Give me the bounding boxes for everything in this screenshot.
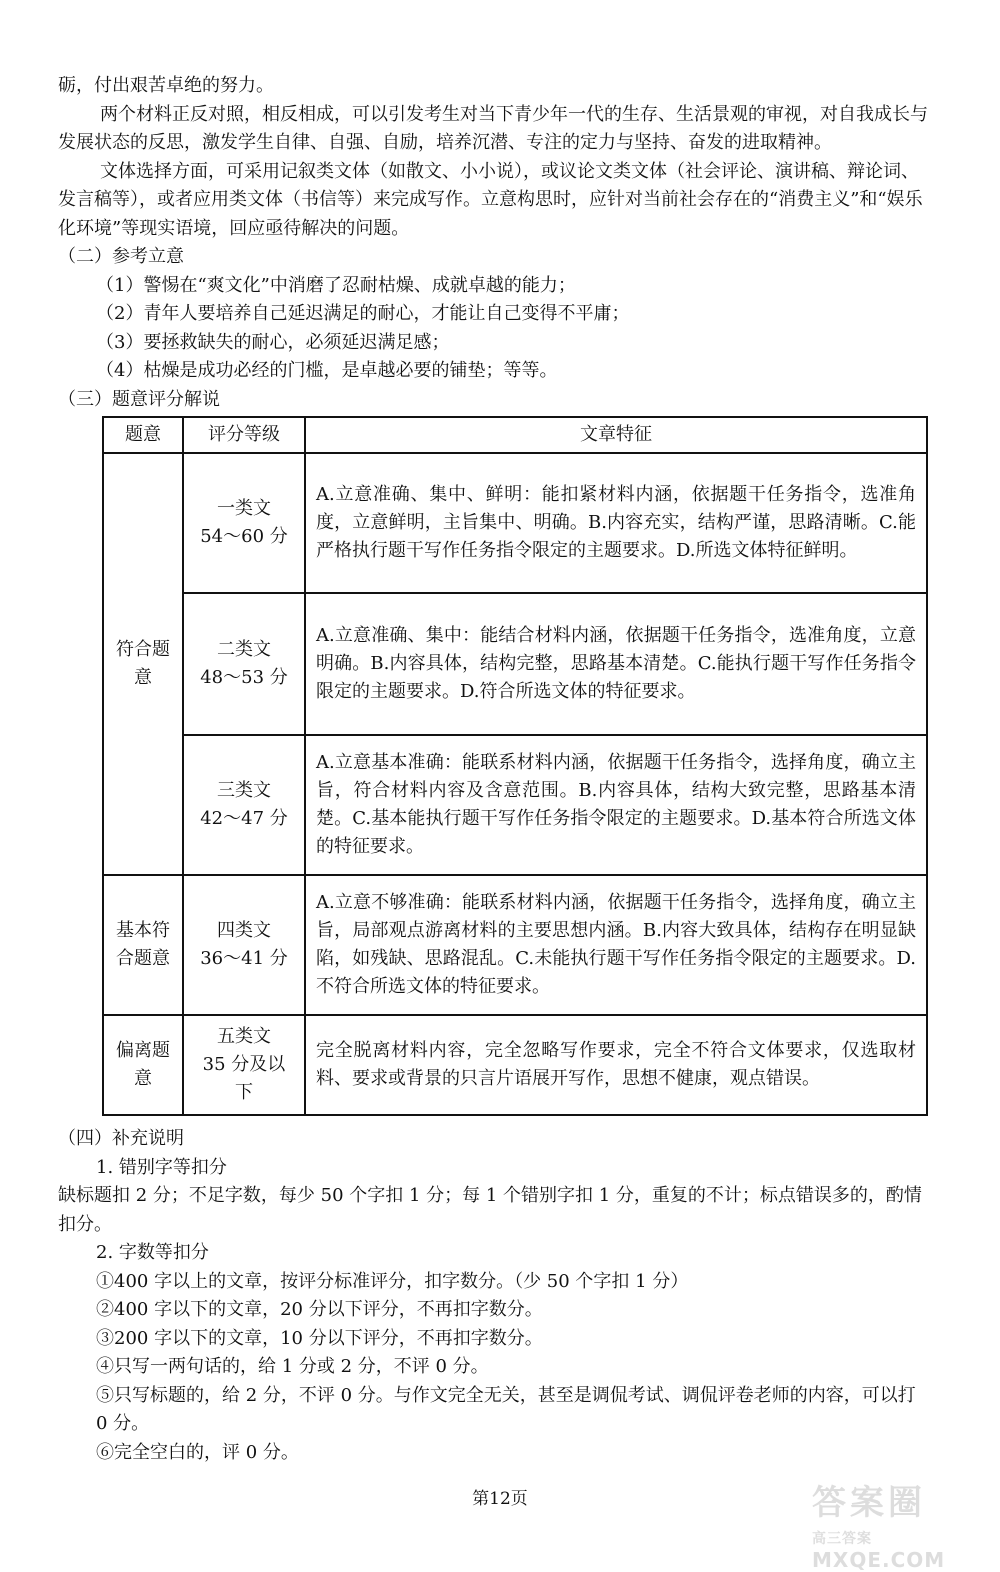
table-row [103,593,927,735]
reference-idea-3: （3）要拯救缺失的耐心，必须延迟满足感； [96,331,450,353]
grade-name: 三类文 [217,780,271,801]
intro-paragraph-2: 文体选择方面，可采用记叙类文体（如散文、小小说），或议论文类文体（社会评论、演讲稿、辩论词、发言稿等），或者应用类文体（书信等）来完成写作。立意构思时，应针对当前社会存在的“消费主义”和“娱乐化环境”等现实语境，回应亟待解决的问题。 [58,160,923,239]
grade-cell [183,593,305,735]
word-count-rule-2: ②400 字以下的文章，20 分以下评分，不再扣字数分。 [96,1299,543,1320]
grade-cell [183,875,305,1015]
supplement-2-title: 2. 字数等扣分 [96,1242,209,1263]
page-number: 第12页 [472,1489,528,1509]
grading-table [102,416,928,1116]
feature-description: A.立意基本准确：能联系材料内涵，依据题干任务指令，选择角度，确立主旨，符合材料内容及含意范围。B.内容具体，结构大致完整，思路基本清楚。C.基本能执行题干写作任务指令限定的主题要求。D.基本符合所选文体的特征要求。 [305,735,927,875]
word-count-rule-1: ①400 字以上的文章，按评分标准评分，扣字数分。（少 50 个字扣 1 分） [96,1270,689,1292]
grade-cell [183,735,305,875]
section-2-heading: （二）参考立意 [58,246,184,267]
header-features: 文章特征 [305,417,927,453]
intro-line: 砺，付出艰苦卓绝的努力。 [58,75,274,96]
section-3-heading: （三）题意评分解说 [58,388,220,410]
watermark-sub: 高三答案 [812,1531,872,1547]
grade-score: 42～47 分 [200,808,288,829]
word-count-rule-5: ⑤只写标题的，给 2 分，不评 0 分。与作文完全无关，甚至是调侃考试、调侃评卷老师的内容，可以打 0 分。 [96,1384,916,1434]
word-count-rule-4: ④只写一两句话的，给 1 分或 2 分，不评 0 分。 [96,1356,489,1377]
watermark-domain: MXQE.COM [812,1548,946,1572]
reference-idea-1: （1）警惕在“爽文化”中消磨了忍耐枯燥、成就卓越的能力； [96,274,576,296]
table-header-row [103,417,927,453]
feature-description: A.立意准确、集中、鲜明：能扣紧材料内涵，依据题干任务指令，选准角度，立意鲜明，主旨集中、明确。B.内容充实，结构严谨，思路清晰。C.能严格执行题干写作任务指令限定的主题要求。D.所选文体特征鲜明。 [305,453,927,593]
table-row [103,735,927,875]
word-count-rule-6: ⑥完全空白的，评 0 分。 [96,1441,299,1463]
grade-score: 48～53 分 [200,667,288,688]
grade-name: 四类文 [217,920,271,941]
feature-description: 完全脱离材料内容，完全忽略写作要求，完全不符合文体要求，仅选取材料、要求或背景的只言片语展开写作，思想不健康，观点错误。 [305,1015,927,1115]
grade-name: 五类文 [217,1026,271,1047]
grade-name: 二类文 [217,639,271,660]
feature-description: A.立意不够准确：能联系材料内涵，依据题干任务指令，选择角度，确立主旨，局部观点游离材料的主要思想内涵。B.内容大致具体，结构存在明显缺陷，如残缺、思路混乱。C.未能执行题干写作任务指令限定的主题要求。D.不符合所选文体的特征要求。 [305,875,927,1015]
supplement-1-text: 缺标题扣 2 分；不足字数，每少 50 个字扣 1 分；每 1 个错别字扣 1 分，重复的不计；标点错误多的，酌情扣分。 [58,1185,922,1235]
grade-cell [183,453,305,593]
reference-idea-2: （2）青年人要培养自己延迟满足的耐心，才能让自己变得不平庸； [96,303,630,324]
supplement-1-title: 1. 错别字等扣分 [96,1156,227,1178]
header-grade: 评分等级 [183,417,305,453]
table-row [103,453,927,593]
watermark-url [812,1524,982,1572]
supplement-section [58,1125,928,1467]
header-topic: 题意 [103,417,183,453]
grade-score: 36～41 分 [200,948,288,969]
watermark-logo: 答案圈 [812,1483,926,1523]
group-label-basic: 基本符合题意 [103,875,183,1015]
grade-name: 一类文 [217,498,271,519]
table-row [103,875,927,1015]
document-body [58,72,928,414]
section-4-heading: （四）补充说明 [58,1128,184,1149]
feature-description: A.立意准确、集中：能结合材料内涵，依据题干任务指令，选准角度，立意明确。B.内容具体，结构完整，思路基本清楚。C.能执行题干写作任务指令限定的主题要求。D.符合所选文体的特征要求。 [305,593,927,735]
intro-paragraph-1: 两个材料正反对照，相反相成，可以引发考生对当下青少年一代的生存、生活景观的审视，对自我成长与发展状态的反思，激发学生自律、自强、自励，培养沉潜、专注的定力与坚持、奋发的进取精神。 [58,103,928,153]
reference-idea-4: （4）枯燥是成功必经的门槛，是卓越必要的铺垫；等等。 [96,360,558,381]
table-row [103,1015,927,1115]
grade-cell [183,1015,305,1115]
grade-score: 35 分及以下 [202,1054,286,1103]
group-label-meets: 符合题意 [103,453,183,875]
group-label-off: 偏离题意 [103,1015,183,1115]
watermark [812,1475,982,1572]
grade-score: 54～60 分 [200,526,288,547]
word-count-rule-3: ③200 字以下的文章，10 分以下评分，不再扣字数分。 [96,1327,543,1349]
